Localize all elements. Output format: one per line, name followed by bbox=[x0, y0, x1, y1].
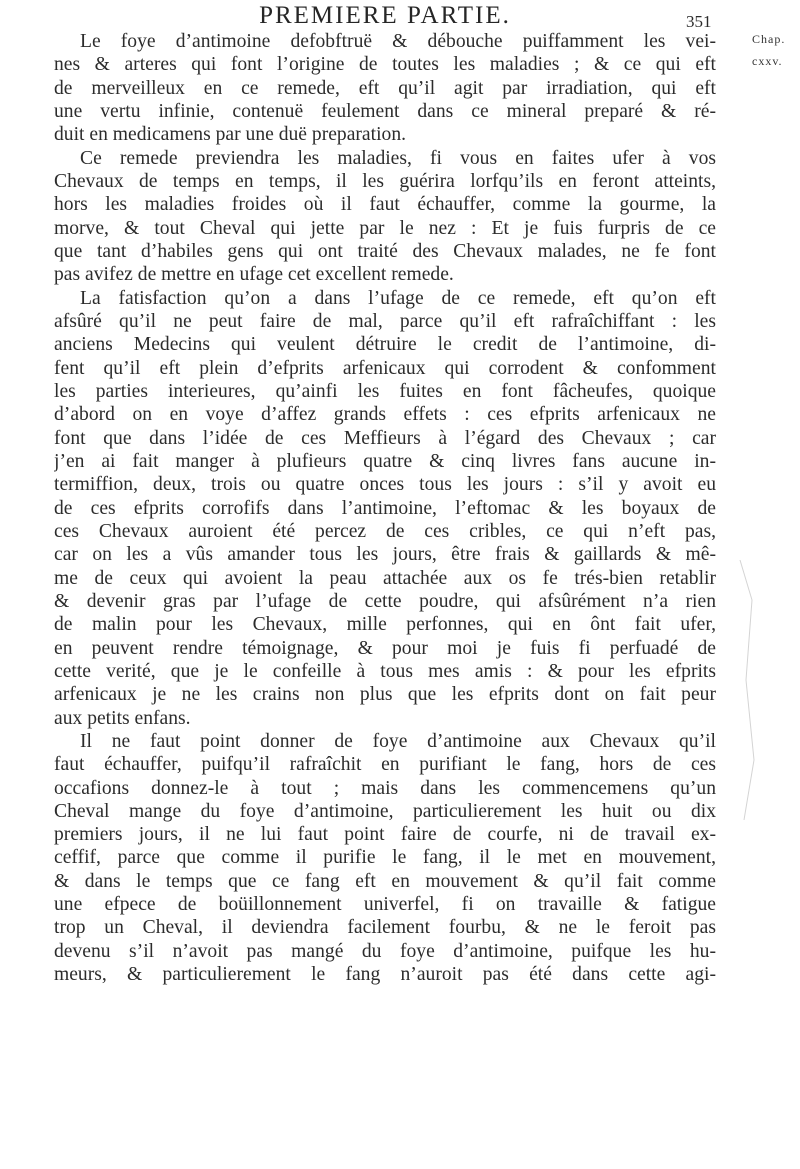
text-line: afsûré qu’il ne peut faire de mal, parce qu’il eft rafraîchiffant : les bbox=[54, 310, 716, 332]
text-line: de merveilleux en ce remede, eft qu’il agit par irradiation, qui eft bbox=[54, 77, 716, 99]
text-line: ces Chevaux auroient été percez de ces cribles, ce qui n’eft pas, bbox=[54, 520, 716, 542]
text-line: pas avifez de mettre en ufage cet excellent remede. bbox=[54, 264, 454, 286]
running-title: PREMIERE PARTIE. bbox=[259, 2, 511, 29]
text-line: faut échauffer, puifqu’il rafraîchit en purifiant le fang, hors de ces bbox=[54, 754, 716, 776]
text-line: de ces efprits corrofifs dans l’antimoine, l’eftomac & les boyaux de bbox=[54, 497, 716, 519]
text-line: anciens Medecins qui veulent détruire le credit de l’antimoine, di- bbox=[54, 334, 716, 356]
text-line: occafions donnez-le à tout ; mais dans les commencemens qu’un bbox=[54, 777, 716, 799]
page-fold-mark bbox=[738, 560, 764, 820]
text-line: Le foye d’antimoine defobftruë & débouche puiffamment les vei- bbox=[80, 31, 716, 52]
text-line: fent qu’il eft plein d’efprits arfenicaux qui corrodent & confomment bbox=[54, 357, 716, 379]
text-line: de malin pour les Chevaux, mille perfonnes, qui en ônt fait ufer, bbox=[54, 614, 716, 636]
text-line: devenu s’il n’avoit pas mangé du foye d’antimoine, puifque les hu- bbox=[54, 940, 716, 962]
text-line: d’abord on en voye d’affez grands effets : ces efprits arfenicaux ne bbox=[54, 404, 716, 426]
text-line: duit en medicamens par une duë preparation. bbox=[54, 124, 407, 146]
text-line: hors les maladies froides où il faut échauffer, comme la gourme, la bbox=[54, 194, 716, 216]
text-line: nes & arteres qui font l’origine de toutes les maladies ; & ce qui eft bbox=[54, 54, 716, 76]
text-line: La fatisfaction qu’on a dans l’ufage de ce remede, eft qu’on eft bbox=[80, 287, 716, 309]
text-line: en peuvent rendre témoignage, & pour moi je fuis fi perfuadé de bbox=[54, 637, 716, 659]
text-line: car on les a vûs amander tous les jours, être frais & gaillards & mê- bbox=[54, 544, 716, 566]
margin-note bbox=[752, 28, 800, 72]
text-line: Cheval mange du foye d’antimoine, particulierement les huit ou dix bbox=[54, 800, 716, 822]
text-line: une vertu infinie, contenuë feulement dans ce mineral preparé & ré- bbox=[54, 100, 716, 122]
text-line: les parties interieures, qu’ainfi les fuites en font fâcheufes, quoique bbox=[54, 380, 716, 402]
text-line: ceffif, parce que comme il purifie le fang, il le met en mouvement, bbox=[54, 847, 716, 869]
text-line: termiffion, deux, trois ou quatre onces tous les jours : s’il y avoit eu bbox=[54, 474, 716, 496]
text-line: Ce remede previendra les maladies, fi vous en faites ufer à vos bbox=[80, 147, 716, 169]
text-line: Il ne faut point donner de foye d’antimoine aux Chevaux qu’il bbox=[80, 730, 716, 752]
text-line: trop un Cheval, il deviendra facilement fourbu, & ne le feroit pas bbox=[54, 917, 716, 939]
text-line: arfenicaux je ne les crains non plus que les efprits dont on fait peur bbox=[54, 684, 716, 706]
text-line: me de ceux qui avoient la peau attachée aux os fe trés-bien retablir bbox=[54, 567, 716, 589]
text-line: que tant d’habiles gens qui ont traité des Chevaux malades, ne fe font bbox=[54, 240, 716, 262]
text-line: morve, & tout Cheval qui jette par le nez : Et je fuis furpris de ce bbox=[54, 217, 716, 239]
text-line: meurs, & particulierement le fang n’auroit pas été dans cette agi- bbox=[54, 964, 716, 986]
text-line: Chevaux de temps en temps, il les guérira lorfqu’ils en feront atteints, bbox=[54, 170, 716, 192]
margin-chapter-number: cxxv. bbox=[752, 54, 783, 68]
text-line: premiers jours, il ne lui faut point faire de courfe, ni de travail ex- bbox=[54, 824, 716, 846]
text-line: j’en ai fait manger à plufieurs quatre & cinq livres fans aucune in- bbox=[54, 450, 716, 472]
text-line: & dans le temps que ce fang eft en mouvement & qu’il fait comme bbox=[54, 870, 716, 892]
body-text bbox=[54, 30, 716, 986]
text-line: cette verité, que je le confeille à tous mes amis : & pour les efprits bbox=[54, 660, 716, 682]
text-line: une efpece de boüillonnement univerfel, fi on travaille & fatigue bbox=[54, 894, 716, 916]
text-line: font que dans l’idée de ces Meffieurs à l’égard des Chevaux ; car bbox=[54, 427, 716, 449]
margin-chapter-label: Chap. bbox=[752, 32, 786, 46]
page-number: 351 bbox=[686, 12, 712, 31]
text-line: aux petits enfans. bbox=[54, 707, 191, 729]
text-line: & devenir gras par l’ufage de cette poudre, qui afsûrément n’a rien bbox=[54, 590, 716, 612]
